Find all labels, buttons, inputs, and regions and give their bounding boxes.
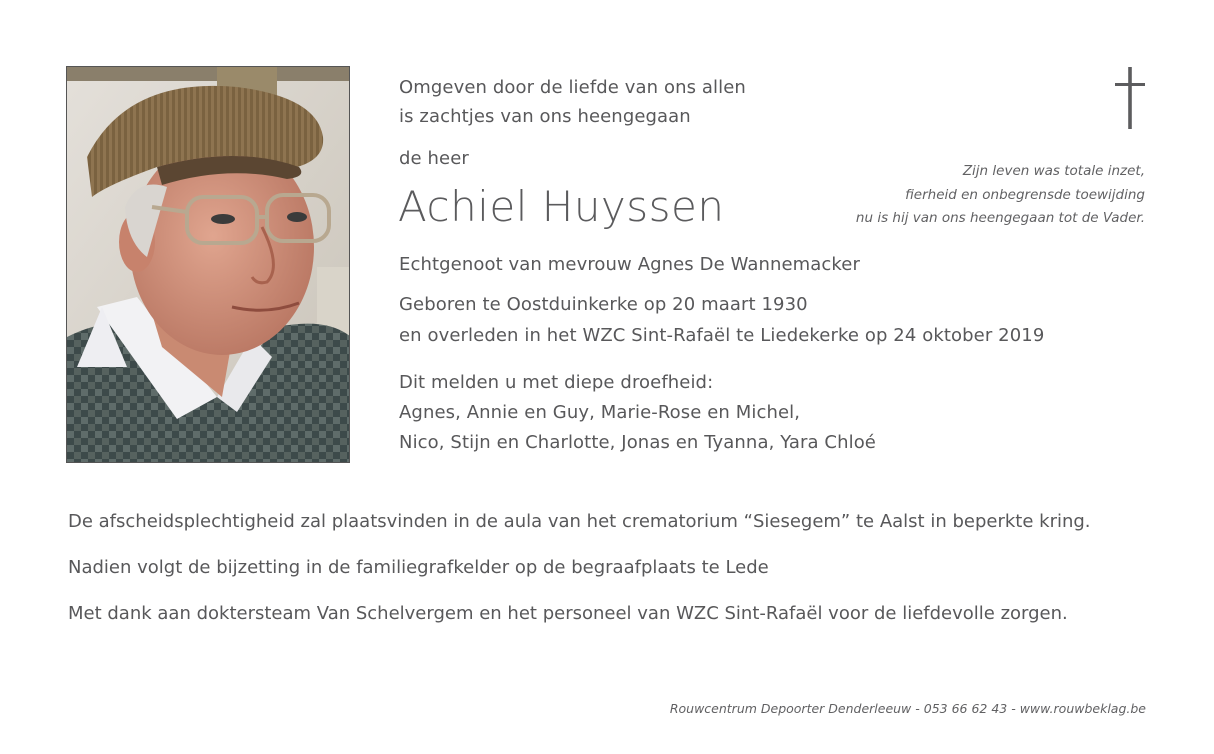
death-line: en overleden in het WZC Sint-Rafaël te Liedekerke op 24 oktober 2019 bbox=[399, 325, 1045, 346]
portrait-photo bbox=[66, 66, 350, 463]
family-line-1: Agnes, Annie en Guy, Marie-Rose en Michel, bbox=[399, 402, 801, 423]
ceremony-line-1: De afscheidsplechtigheid zal plaatsvinden in de aula van het crematorium “Siesegem” te Aalst in beperkte kring. bbox=[68, 511, 1091, 532]
quote-line-3: nu is hij van ons heengegaan tot de Vader. bbox=[855, 210, 1145, 226]
cross-icon bbox=[1115, 67, 1145, 129]
ceremony-line-2: Nadien volgt de bijzetting in de familiegrafkelder op de begraafplaats te Lede bbox=[68, 557, 769, 578]
intro-line-2: is zachtjes van ons heengegaan bbox=[399, 106, 691, 127]
family-heading: Dit melden u met diepe droefheid: bbox=[399, 372, 714, 393]
funeral-home-footer: Rouwcentrum Depoorter Denderleeuw - 053 66 62 43 - www.rouwbeklag.be bbox=[669, 701, 1146, 716]
ceremony-line-3: Met dank aan doktersteam Van Schelvergem en het personeel van WZC Sint-Rafaël voor de liefdevolle zorgen. bbox=[68, 603, 1068, 624]
quote-line-1: Zijn leven was totale inzet, bbox=[962, 163, 1145, 179]
family-line-2: Nico, Stijn en Charlotte, Jonas en Tyanna, Yara Chloé bbox=[399, 432, 876, 453]
intro-line-1: Omgeven door de liefde van ons allen bbox=[399, 77, 746, 98]
spouse-line: Echtgenoot van mevrouw Agnes De Wannemacker bbox=[399, 254, 860, 275]
quote-line-2: fierheid en onbegrensde toewijding bbox=[905, 187, 1145, 203]
birth-line: Geboren te Oostduinkerke op 20 maart 1930 bbox=[399, 294, 808, 315]
deceased-name: Achiel Huyssen bbox=[398, 182, 725, 231]
title-prefix: de heer bbox=[399, 148, 469, 169]
